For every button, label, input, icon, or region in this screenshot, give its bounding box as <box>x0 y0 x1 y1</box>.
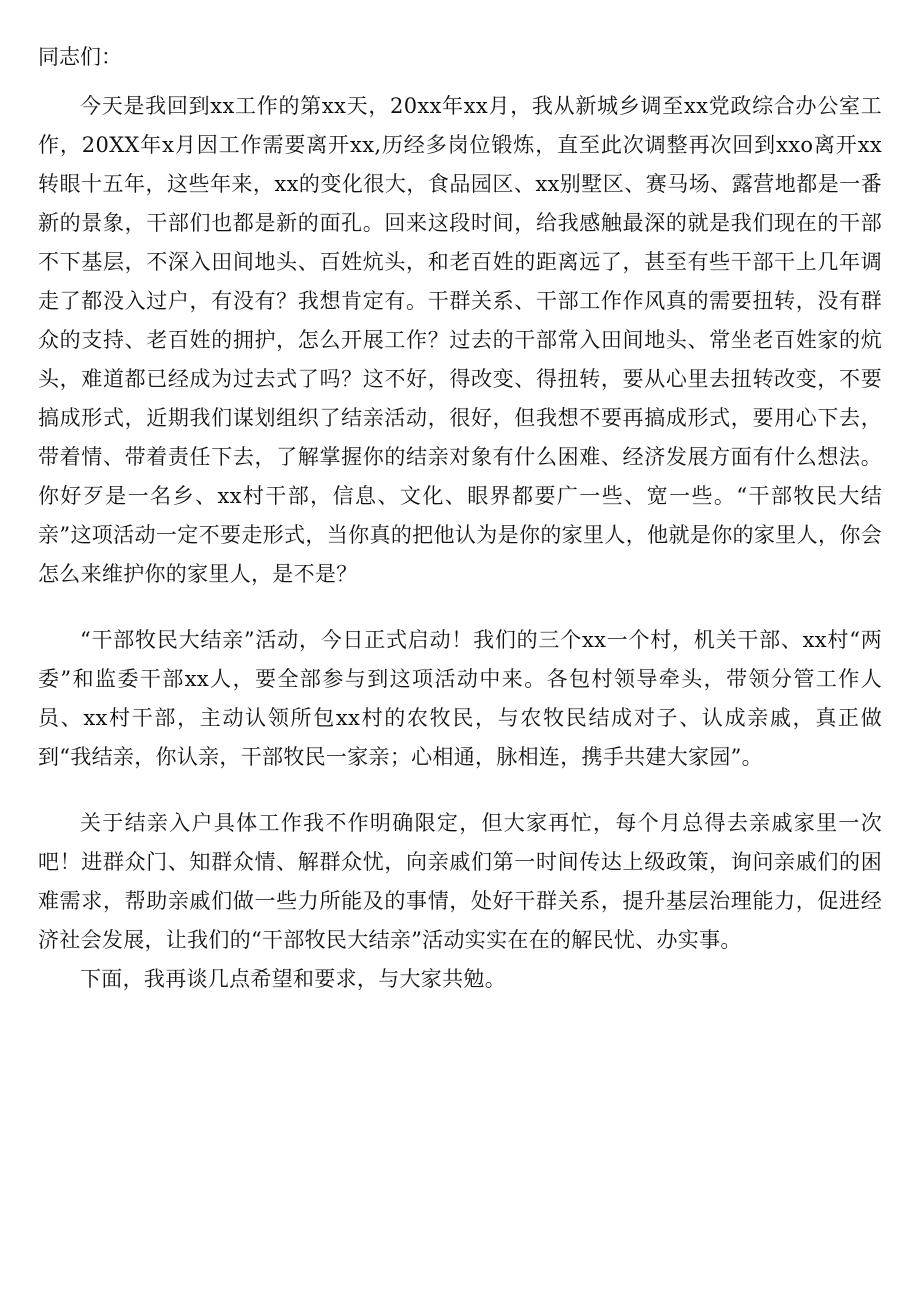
paragraph-requirements: 关于结亲入户具体工作我不作明确限定，但大家再忙，每个月总得去亲戚家里一次吧！进群众门、知群众情、解群众忧，向亲戚们第一时间传达上级政策，询问亲戚们的困难需求，帮助亲戚们做一些力所能及的事情，处好干群关系，提升基层治理能力，促进经济社会发展，让我们的“干部牧民大结亲”活动实实在在的解民忧、办实事。 <box>38 811 882 952</box>
paragraph-intro: 今天是我回到xx工作的第xx天，20xx年xx月，我从新城乡调至xx党政综合办公室工作，20XX年x月因工作需要离开xx,历经多岗位锻炼，直至此次调整再次回到xxo离开xx转眼十五年，这些年来，xx的变化很大，食品园区、xx别墅区、赛马场、露营地都是一番新的景象，干部们也都是新的面孔。回来这段时间，给我感触最深的就是我们现在的干部不下基层，不深入田间地头、百姓炕头，和老百姓的距离远了，甚至有些干部干上几年调走了都没入过户，有没有？我想肯定有。干群关系、干部工作作风真的需要扭转，没有群众的支持、老百姓的拥护，怎么开展工作？过去的干部常入田间地头、常坐老百姓家的炕头，难道都已经成为过去式了吗？这不好，得改变、得扭转，要从心里去扭转改变，不要搞成形式，近期我们谋划组织了结亲活动，很好，但我想不要再搞成形式，要用心下去，带着情、带着责任下去，了解掌握你的结亲对象有什么困难、经济发展方面有什么想法。你好歹是一名乡、xx村干部，信息、文化、眼界都要广一些、宽一些。“干部牧民大结亲”这项活动一定不要走形式，当你真的把他认为是你的家里人，他就是你的家里人，你会怎么来维护你的家里人，是不是？ <box>38 94 882 586</box>
paragraph-closing: 下面，我再谈几点希望和要求，与大家共勉。 <box>80 967 506 991</box>
paragraph-launch: “干部牧民大结亲”活动，今日正式启动！我们的三个xx一个村，机关干部、xx村“两委”和监委干部xx人，要全部参与到这项活动中来。各包村领导牵头，带领分管工作人员、xx村干部，主动认领所包xx村的农牧民，与农牧民结成对子、认成亲戚，真正做到“我结亲，你认亲，干部牧民一家亲；心相通，脉相连，携手共建大家园”。 <box>38 628 882 769</box>
greeting: 同志们： <box>38 45 122 69</box>
document-page <box>38 38 882 999</box>
